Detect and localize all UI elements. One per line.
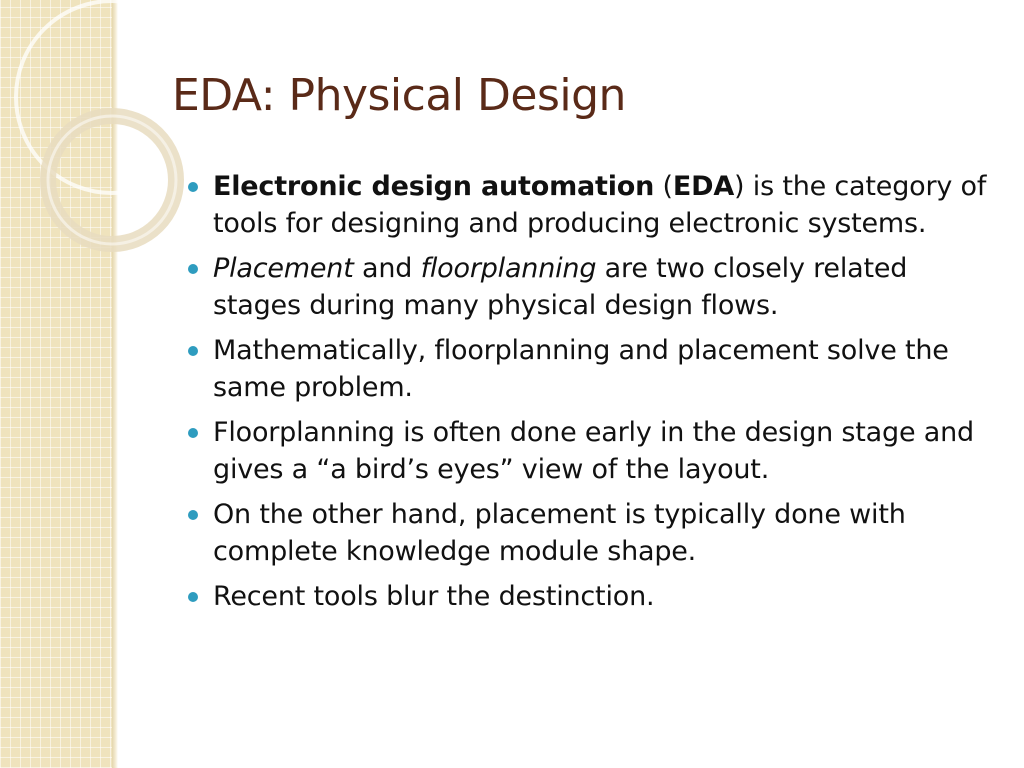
bullet-text: ( — [654, 171, 673, 202]
bullet-item — [188, 496, 1000, 570]
bullet-term: Electronic design automation — [213, 171, 655, 202]
bullet-text: On the other hand, placement is typically done with complete knowledge module shape. — [213, 499, 906, 567]
bullet-text: Mathematically, floorplanning and placement solve the same problem. — [213, 335, 949, 403]
bullet-item — [188, 332, 1000, 406]
bullet-item — [188, 168, 1000, 242]
bullet-text: ) is the category of tools for designing and producing electronic systems. — [213, 171, 987, 239]
bullet-dot-icon — [188, 346, 198, 356]
bullet-list — [188, 168, 1000, 623]
bullet-dot-icon — [188, 592, 198, 602]
slide-title: EDA: Physical Design — [172, 70, 626, 121]
bullet-text: Recent tools blur the destinction. — [213, 581, 655, 612]
bullet-dot-icon — [188, 182, 198, 192]
bullet-abbr: EDA — [672, 171, 735, 202]
bullet-term: Placement — [213, 253, 354, 284]
bullet-text: and — [353, 253, 421, 284]
bullet-dot-icon — [188, 510, 198, 520]
bullet-text: are two closely related stages during many physical design flows. — [213, 253, 908, 321]
bullet-text: Floorplanning is often done early in the design stage and gives a “a bird’s eyes” view of the layout. — [213, 417, 974, 485]
bullet-term: floorplanning — [420, 253, 597, 284]
bullet-item — [188, 578, 1000, 615]
bullet-item — [188, 250, 1000, 324]
bullet-item — [188, 414, 1000, 488]
bullet-dot-icon — [188, 428, 198, 438]
bullet-dot-icon — [188, 264, 198, 274]
